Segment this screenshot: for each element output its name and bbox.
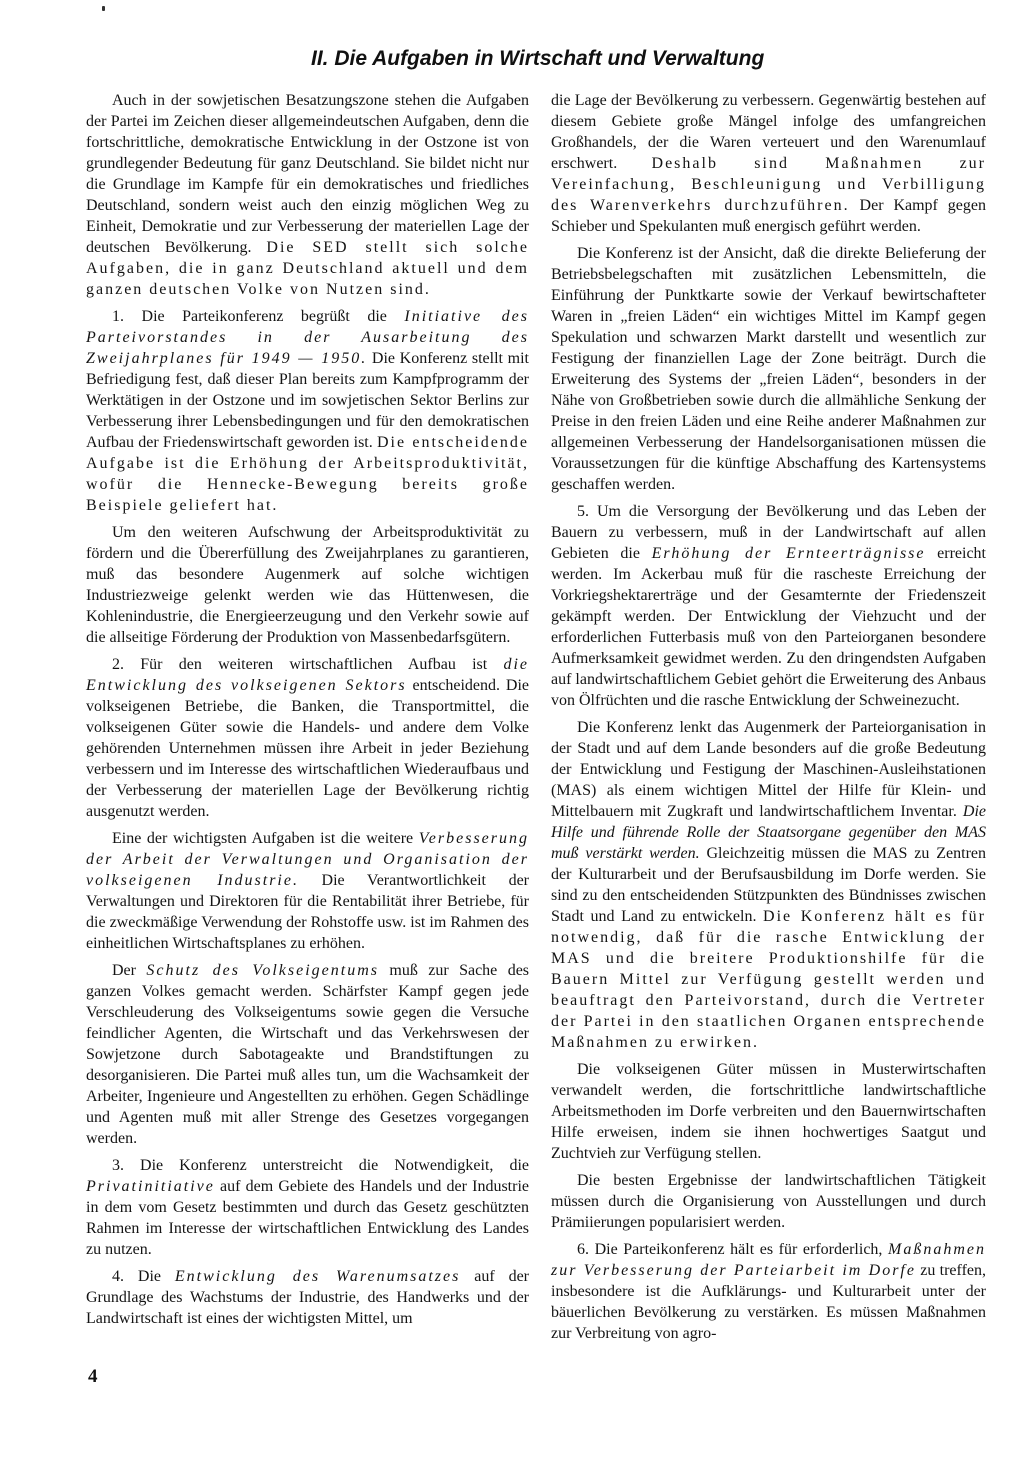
column-left-paragraph-5: [86, 828, 529, 954]
text-run: 2. Für den weiteren wirtschaftlichen Aufbau ist: [112, 656, 504, 673]
column-right-paragraph-4: [551, 717, 986, 1053]
spaced-text-run: Die entscheidende Aufgabe ist die Erhöhung der Arbeitsproduktivität, wofür die Hennecke-Bewegung bereits große Beispiele geliefert hat.: [86, 434, 529, 514]
page-number: 4: [88, 1366, 98, 1387]
text-run: zu treffen, insbesondere ist die Aufklärungs- und Kulturarbeit unter der bäuerlichen Bevölkerung zu verstärken. Es müssen Maßnahmen zur Verbreitung von agro-: [551, 1262, 987, 1342]
column-left: [86, 90, 529, 1335]
text-run: 3. Die Konferenz unterstreicht die Notwendigkeit, die: [112, 1157, 529, 1174]
column-left-paragraph-1: [86, 90, 529, 300]
text-run: Auch in der sowjetischen Besatzungszone stehen die Aufgaben der Partei im Zeichen dieser allgemeindeutschen Aufgaben, denn die fortschrittliche, demokratische Entwicklung in der Ostzone ist von grundlegender Bedeutung für ganz Deutschland. Sie bildet nicht nur die Grundlage im Kampfe für ein demokratisches und friedliches Deutschland, sondern weist auch den einzig möglichen Weg zu Einheit, Demokratie und zur Verbesserung der materiellen Lage der deutschen Bevölkerung.: [86, 92, 529, 256]
italic-spaced-text-run: Erhöhung der Ernteerträgnisse: [651, 545, 926, 562]
text-run: Eine der wichtigsten Aufgaben ist die weitere: [112, 830, 419, 847]
text-run: die Lage der Bevölkerung zu verbessern. Gegenwärtig bestehen auf diesem Gebiete große Mängel infolge des umfangreichen Großhandels, der die Waren verteuert und den Warenumlauf erschwert.: [551, 92, 986, 172]
italic-spaced-text-run: Verbesserung der Arbeit der Verwaltungen und Organisation der volkseigenen Industrie.: [86, 830, 529, 889]
column-right: [551, 90, 986, 1350]
text-run: Die besten Ergebnisse der landwirtschaftlichen Tätigkeit müssen durch die Organisierung von Ausstellungen und durch Prämiierungen popularisiert werden.: [551, 1172, 986, 1231]
column-left-paragraph-7: [86, 1155, 529, 1260]
column-left-paragraph-3: [86, 522, 529, 648]
text-run: 1. Die Parteikonferenz begrüßt die: [112, 308, 405, 325]
text-run: auf dem Gebiete des Handels und der Industrie in dem vom Gesetz bestimmten und durch das Gesetz geschützten Rahmen im Interesse der wirtschaftlichen Entwicklung des Landes zu nutzen.: [86, 1178, 529, 1258]
column-left-paragraph-6: [86, 960, 529, 1149]
text-run: Die Konferenz ist der Ansicht, daß die direkte Belieferung der Betriebsbelegschaften mit zusätzlichen Lebensmitteln, die Einführung der Punktkarte sowie der Verkauf bewirtschafteter Waren in „freien Läden“ ein wichtiges Mittel im Kampf gegen Spekulation und schwarzen Markt darstellt und wesentlich zur Festigung der finanziellen Lage der Zone beiträgt. Durch die Erweiterung des Systems der „freien Läden“, besonders in der Nähe von Großbetrieben sowie durch die allmähliche Senkung der Preise in den freien Läden und eine Reihe anderer Maßnahmen zur allgemeinen Verbesserung der Handelsorganisationen müssen die Voraussetzungen für die künftige Abschaffung des Kartensystems geschaffen werden.: [551, 245, 986, 493]
text-run: 5. Um die Versorgung der Bevölkerung und das Leben der Bauern zu verbessern, muß in der Landwirtschaft auf allen Gebieten die: [551, 503, 986, 562]
spaced-text-run: Die SED stellt sich solche Aufgaben, die in ganz Deutschland aktuell und dem ganzen deutschen Volke von Nutzen sind.: [86, 239, 529, 298]
column-right-paragraph-2: [551, 243, 986, 495]
italic-text-run: Die Hilfe und führende Rolle der Staatsorgane gegenüber den MAS muß verstärkt werden.: [551, 803, 986, 862]
scan-speck: [102, 6, 105, 11]
section-title: II. Die Aufgaben in Wirtschaft und Verwaltung: [311, 47, 765, 70]
text-run: muß zur Sache des ganzen Volkes gemacht werden. Schärfster Kampf gegen jede Verschleuderung des Volkseigentums sowie gegen die Versuche feindlicher Agenten, die Wirtschaft und das Verkehrswesen der Sowjetzone durch Sabotageakte und Brandstiftungen zu desorganisieren. Die Partei muß alles tun, um die Wachsamkeit der Arbeiter, Ingenieure und Angestellten zu erhöhen. Gegen Schädlinge und Agenten muß mit aller Strenge des Gesetzes vorgegangen werden.: [86, 962, 530, 1147]
italic-spaced-text-run: Maßnahmen zur Verbesserung der Parteiarbeit im Dorfe: [551, 1241, 986, 1279]
column-left-paragraph-2: [86, 306, 529, 516]
column-left-paragraph-8: [86, 1266, 529, 1329]
text-run: Die volkseigenen Güter müssen in Musterwirtschaften verwandelt werden, die fortschrittliche landwirtschaftliche Arbeitsmethoden im Dorfe verbreiten und den Bauernwirtschaften Hilfe erweisen, indem sie ihnen hochwertiges Saatgut und Zuchtvieh zur Verfügung stellen.: [551, 1061, 986, 1162]
spaced-text-run: Deshalb sind Maßnahmen zur Vereinfachung, Beschleunigung und Verbilligung des Warenverkehrs durchzuführen.: [551, 155, 986, 214]
column-right-paragraph-6: [551, 1170, 986, 1233]
text-run: Um den weiteren Aufschwung der Arbeitsproduktivität zu fördern und die Übererfüllung des Zweijahrplanes zu garantieren, muß das besondere Augenmerk auf solche wichtigen Industriezweige gelenkt werden wie das Hüttenwesen, die Kohlenindustrie, die Energieerzeugung und den Verkehr sowie auf die allseitige Förderung der Produktion von Massenbedarfsgütern.: [86, 524, 529, 646]
text-run: entscheidend. Die volkseigenen Betriebe, die Banken, die Transportmittel, die volkseigenen Güter sowie die Handels- und andere dem Volke gehörenden Unternehmen müssen ihre Arbeit in jeder Beziehung verbessern und im Interesse des wirtschaftlichen Wiederaufbaus und der Verbesserung der materiellen Lage der Bevölkerung richtig ausgenutzt werden.: [86, 677, 529, 820]
text-run: 6. Die Parteikonferenz hält es für erforderlich,: [577, 1241, 889, 1258]
column-left-paragraph-4: [86, 654, 529, 822]
text-run: Die Konferenz stellt mit Befriedigung fest, daß dieser Plan bereits zum Kampfprogramm der Werktätigen in der Ostzone und im sowjetischen Sektor Berlins zur Verbesserung ihrer Lebensbedingungen und für den demokratischen Aufbau der Friedenswirtschaft geworden ist.: [86, 350, 529, 451]
text-run: auf der Grundlage des Wachstums der Industrie, des Handwerks und der Landwirtschaft ist eines der wichtigsten Mittel, um: [86, 1268, 529, 1327]
text-run: Der Kampf gegen Schieber und Spekulanten muß energisch geführt werden.: [551, 197, 986, 235]
column-right-paragraph-3: [551, 501, 986, 711]
text-run: 4. Die: [112, 1268, 175, 1285]
spaced-text-run: Die Konferenz hält es für notwendig, daß für die rasche Entwicklung der MAS und die breitere Produktionshilfe für die Bauern Mittel zur Verfügung gestellt werden und beauftragt den Parteivorstand, durch die Vertreter der Partei in den staatlichen Organen entsprechende Maßnahmen zu erwirken.: [551, 908, 986, 1051]
column-right-paragraph-7: [551, 1239, 986, 1344]
text-run: Der: [112, 962, 147, 979]
text-run: Die Verantwortlichkeit der Verwaltungen und Direktoren für die Rentabilität ihrer Betriebe, für die zweckmäßige Verwendung der Rohstoffe usw. ist im Rahmen des einheitlichen Wirtschaftsplanes zu erhöhen.: [86, 872, 529, 952]
italic-spaced-text-run: Privatinitiative: [86, 1178, 215, 1195]
text-run: erreicht werden. Im Ackerbau muß für die rascheste Erreichung der Vorkriegshektarerträge und der Gesamternte der Friedenszeit gekämpft werden. Der Entwicklung der Viehzucht und der erforderlichen Futterbasis muß von den Parteiorganen besondere Aufmerksamkeit gewidmet werden. Zu den dringendsten Aufgaben auf landwirtschaftlichem Gebiet gehört die Erweiterung des Anbaus von Ölfrüchten und die rasche Entwicklung der Schweinezucht.: [551, 545, 987, 709]
italic-spaced-text-run: die Entwicklung des volkseigenen Sektors: [86, 656, 529, 694]
italic-spaced-text-run: Entwicklung des Warenumsatzes: [174, 1268, 461, 1285]
italic-spaced-text-run: Schutz des Volkseigentums: [146, 962, 379, 979]
column-right-paragraph-1: [551, 90, 986, 237]
text-run: Gleichzeitig müssen die MAS zu Zentren der Kulturarbeit und der Berufsausbildung im Dorfe werden. Sie sind zu den entscheidenden Stützpunkten des Bündnisses zwischen Stadt und Land zu entwickeln.: [551, 845, 987, 925]
italic-spaced-text-run: Initiative des Parteivorstandes in der Ausarbeitung des Zweijahrplanes für 1949 — 1950.: [86, 308, 529, 367]
column-right-paragraph-5: [551, 1059, 986, 1164]
text-run: Die Konferenz lenkt das Augenmerk der Parteiorganisation in der Stadt und auf dem Lande besonders auf die große Bedeutung der Entwicklung und Festigung der Maschinen-Ausleihstationen (MAS) als einem wichtigen Mittel der Hilfe für Klein- und Mittelbauern mit Zugkraft und landwirtschaftlichem Inventar.: [551, 719, 986, 820]
